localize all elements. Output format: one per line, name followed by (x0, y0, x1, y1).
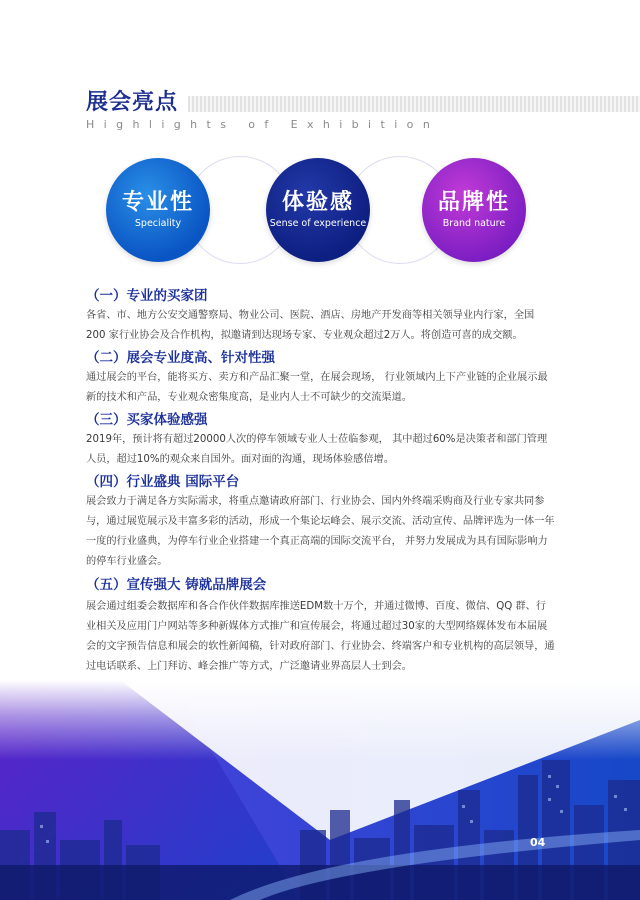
circle-cn-label: 体验感 (281, 189, 354, 215)
section-title-4: （四）行业盛典 国际平台 (86, 474, 240, 490)
section-body-5: 展会通过组委会数据库和各合作伙伴数据库推送EDM数十万个，并通过微博、百度、微信、QQ 群、行业相关及应用门户网站等多种新媒体方式推广和宣传展会，将通过超过30家的大型网络媒体发布本届展会的文字预告信息和展会的软性新闻稿，针对政府部门、行业协会、终端客户和专业机构的高层领导，通过电话联系、上门拜访、峰会推广等方式，广泛邀请业界高层人士到会。 (86, 601, 555, 672)
page-number: 04 (530, 836, 546, 849)
circle-en-label: Brand nature (442, 217, 506, 229)
highlight-circle-experience (266, 158, 370, 262)
page-title: 展会亮点 (86, 90, 179, 115)
section-title-2: （二）展会专业度高、针对性强 (86, 350, 275, 366)
section-title-3: （三）买家体验感强 (86, 412, 208, 428)
section-title-5: （五）宣传强大 铸就品牌展会 (86, 577, 267, 593)
circle-en-label: Speciality (134, 217, 182, 229)
section-body-4: 展会致力于满足各方实际需求，将重点邀请政府部门、行业协会、国内外终端采购商及行业专家共同参与，通过展览展示及丰富多彩的活动，形成一个集论坛峰会、展示交流、活动宣传、品牌评选为一体一年一度的行业盛典，为停车行业企业搭建一个真正高端的国际交流平台， 并努力发展成为具有国际影响力的停车行业盛会。 (86, 496, 555, 567)
circle-cn-label: 专业性 (121, 189, 194, 215)
circle-en-label: Sense of experience (269, 217, 367, 229)
page-subtitle: Highlights of Exhibition (86, 118, 440, 131)
highlight-circle-brand (422, 158, 526, 262)
section-body-1: 各省、市、地方公安交通警察局、物业公司、医院、酒店、房地产开发商等相关领导业内行家，全国 200 家行业协会及合作机构，拟邀请到达现场专家、专业观众超过2万人。将创造可喜的成交额。 (86, 310, 535, 341)
header-decor-bar (188, 96, 640, 112)
city-skyline-graphic (0, 680, 640, 900)
circle-cn-label: 品牌性 (437, 189, 510, 215)
section-body-2: 通过展会的平台，能将买方、卖方和产品汇聚一堂，在展会现场， 行业领域内上下产业链的企业展示最新的技术和产品，专业观众密集度高，是业内人士不可缺少的交流渠道。 (86, 372, 548, 403)
highlight-circle-speciality (106, 158, 210, 262)
section-title-1: （一）专业的买家团 (86, 288, 208, 304)
section-body-3: 2019年，预计将有超过20000人次的停车领域专业人士莅临参观， 其中超过60%是决策者和部门管理人员，超过10%的观众来自国外。面对面的沟通，现场体验感倍增。 (86, 434, 548, 465)
